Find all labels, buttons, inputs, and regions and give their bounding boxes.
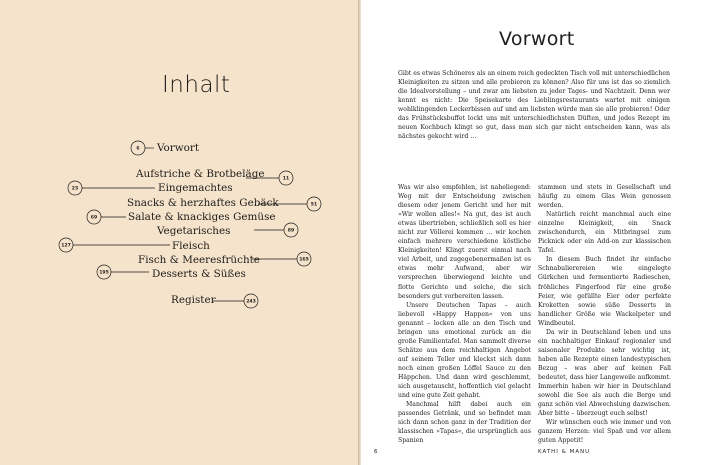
toc-page-number: 195 (99, 270, 109, 276)
toc-label: Salate & knackiges Gemüse (128, 211, 276, 223)
toc-entry[interactable] (156, 223, 298, 237)
paragraph: In diesem Buch findet ihr einfache Schnabulierereien wie eingelegte Gürkchen und fermentierte Radieschen, fröhliches Fingerfood für eine große Feier, wie gefüllte Eier oder perfekte Kroketten sowie süße Desserts in handlicher Größe wie Wackelpeter und Windbeutel. (538, 256, 671, 327)
toc-entry[interactable] (171, 294, 258, 308)
paragraph: Unsere Deutschen Tapas – auch liebevoll »Happy Happen« von uns genannt – locken alle an den Tisch und bringen uns emotional zurück an die große Familientafel. Man sammelt diverse Schätze aus dem reichhaltigen Angebot auf seinem Teller und kleckst sich dann noch einen großen Löffel Sauce zu den Häppchen. Und dann wird geschlemmt, sich ausgetauscht, hoffentlich viel gelacht und eine gute Zeit gehabt. (398, 301, 531, 400)
toc-entry[interactable] (131, 141, 200, 155)
toc-page-number: 243 (246, 299, 256, 305)
toc-entry[interactable] (87, 210, 276, 224)
toc-label: Vegetarisches (157, 225, 231, 237)
toc-entry[interactable] (59, 238, 210, 252)
toc-page-number: 89 (287, 228, 295, 234)
toc-title: Inhalt (162, 72, 231, 98)
paragraph: Natürlich reicht manchmal auch eine einzelne Kleinigkeit, ein Snack zwischendurch, ein Mitbringsel zum Picknick oder ein Add-on zur klassischen Tafel. (538, 211, 671, 255)
toc-entry[interactable] (127, 197, 321, 211)
paragraph: Da wir in Deutschland leben und uns ein nachhaltiger Einkauf regionaler und saisonaler Produkte sehr wichtig ist, haben alle Rezepte einen landestypischen Bezug – was aber auf keinen Fall bedeutet, dass hier Langeweile aufkommt. Immerhin haben wir hier in Deutschland sowohl die See als auch die Berge und ganz schön viel Abwechslung dazwischen. Aber bitte – überzeugt euch selbst! (538, 328, 671, 418)
toc-entry[interactable] (138, 252, 311, 266)
signature: KATHI & MANU (538, 449, 591, 456)
intro-paragraph (398, 69, 670, 141)
toc-label: Vorwort (157, 142, 200, 154)
page-number: 6 (374, 449, 378, 455)
toc-page-number: 165 (299, 257, 309, 263)
text-column-right (538, 183, 671, 457)
toc-entry[interactable] (97, 265, 246, 280)
toc-page-number: 51 (310, 202, 318, 208)
toc-page-number: 23 (71, 186, 79, 192)
toc-label: Snacks & herzhaftes Gebäck (127, 197, 279, 209)
toc-page-number: 6 (136, 146, 140, 152)
toc-page-number: 69 (90, 215, 98, 221)
table-of-contents (0, 0, 358, 465)
page-title: Vorwort (499, 28, 575, 50)
toc-page-number: 127 (61, 243, 71, 249)
intro-text: Gibt es etwas Schöneres als an einem reich gedeckten Tisch voll mit unterschiedlichen Kleinigkeiten zu sitzen und alle probieren zu können? Also für uns ist das so ziemlich die Idealvorstellung – und zwar am liebsten zu jeder Tages- und Nachtzeit. Denn wer kennt es nicht: Die Speisekarte des Lieblingsrestaurants wartet mit einigen wohlklingenden Leckerbissen auf und am liebsten würde man sie alle probieren! Oder das Frühstücksbuffet lockt uns mit unterschiedlichsten Düften, und jedes Rezept im neuen Kochbuch klingt so gut, dass man sich gar nicht entscheiden kann, was als nächstes gekocht wird … (398, 70, 670, 141)
paragraph: stammen und stets in Gesellschaft und häufig zu einem Glas Wein genossen werden. (538, 184, 671, 210)
toc-label: Register (171, 294, 216, 306)
toc-entry[interactable] (68, 181, 233, 195)
toc-label: Desserts & Süßes (152, 268, 246, 280)
text-column-left (398, 183, 531, 445)
toc-label: Eingemachtes (158, 182, 233, 194)
paragraph: Was wir also empfehlen, ist naheliegend: Weg mit der Entscheidung zwischen diesem oder jenem Gericht und her mit »Wir wollen alles!« Na gut, das ist auch etwas übertrieben, schließlich soll es hier nicht zur Völlerei kommen … wir kochen einfach mehrere verschiedene köstliche Kleinigkeiten! Klingt zuerst einmal nach viel Arbeit, und zugegebenermaßen ist es etwas mehr Aufwand, aber wir versprechen überwiegend leichte und flotte Gerichte und solche, die sich besonders gut vorbereiten lassen. (398, 184, 531, 300)
toc-label: Aufstriche & Brotbeläge (136, 168, 265, 180)
paragraph: Wir wünschen euch wie immer und von ganzem Herzen: viel Spaß und vor allem guten Appetit! (538, 419, 671, 445)
toc-page-number: 11 (282, 176, 290, 182)
toc-label: Fisch & Meeresfrüchte (138, 254, 260, 266)
paragraph: Manchmal hilft dabei auch ein passendes Getränk, und so befindet man sich dann schon ganz in der Tradition der klassischen »Tapas«, die ursprünglich aus Spanien (398, 401, 531, 445)
toc-label: Fleisch (172, 240, 210, 252)
